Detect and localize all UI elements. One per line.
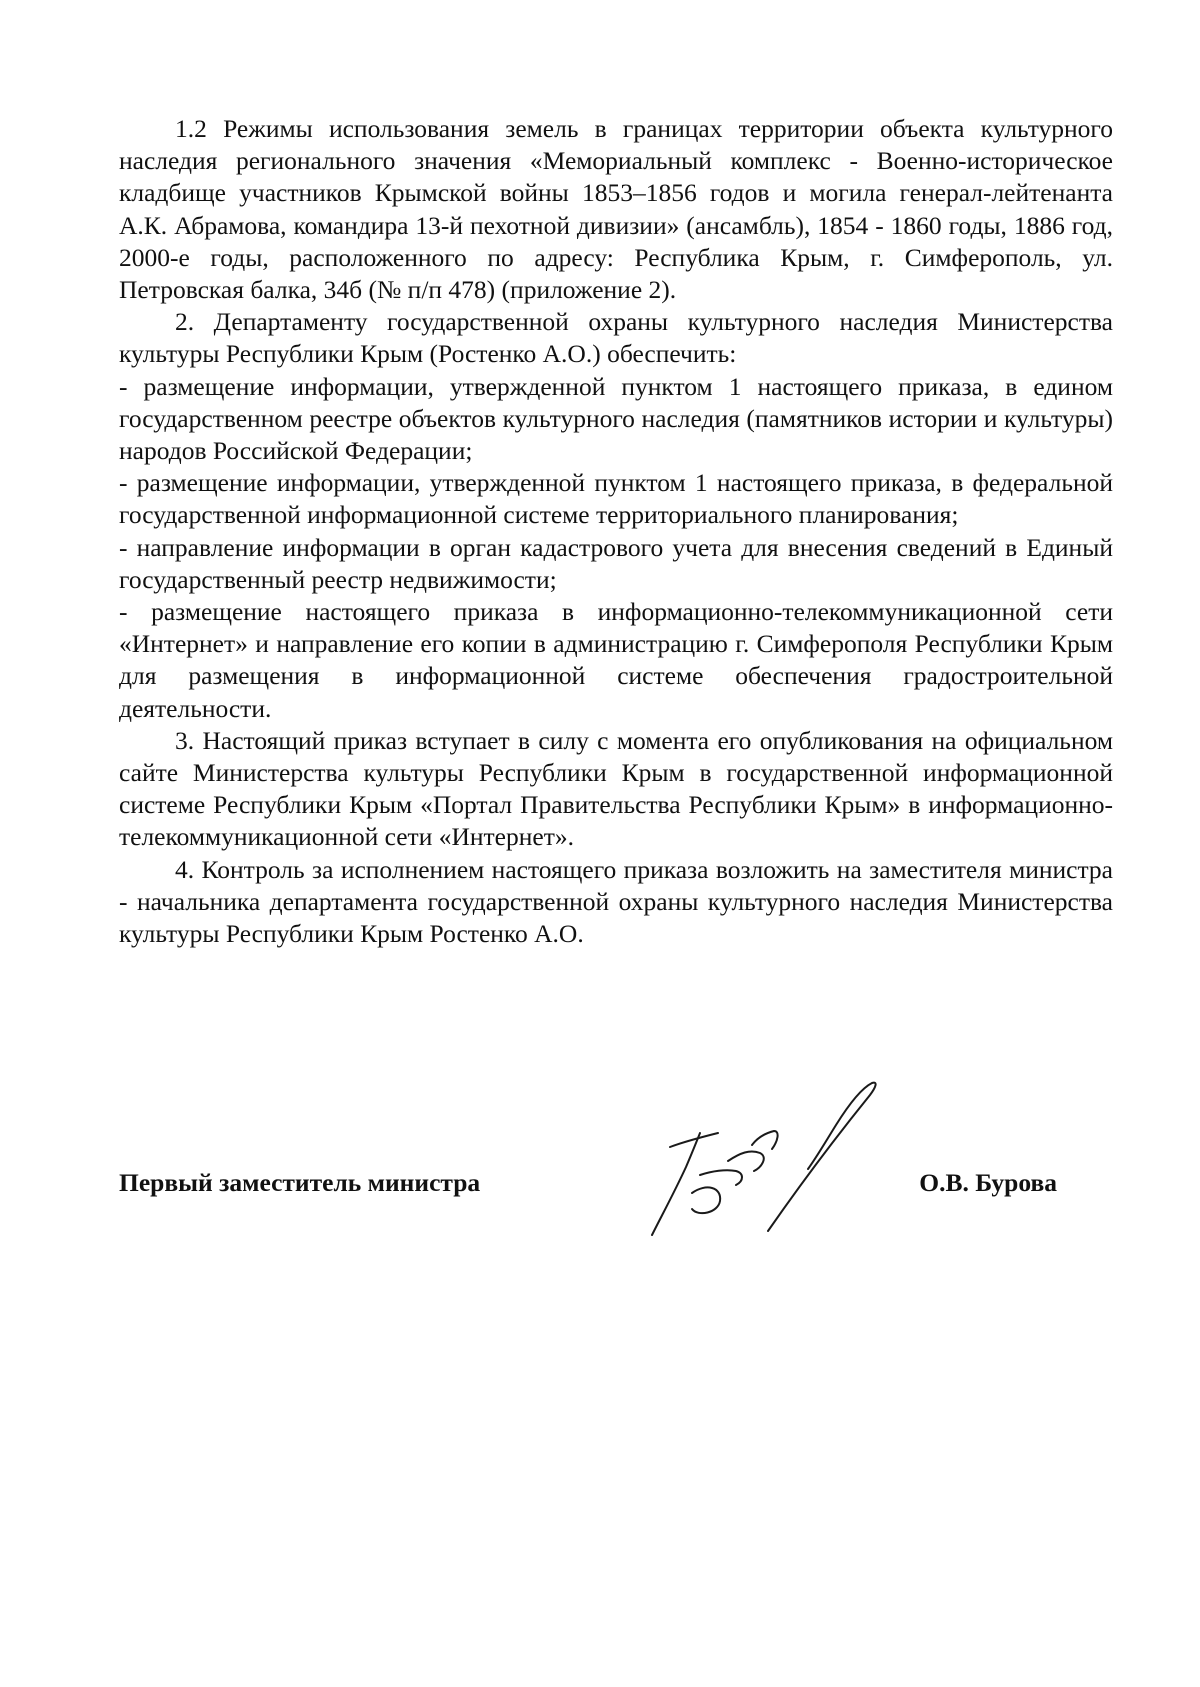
signatory-position: Первый заместитель министра — [119, 1168, 481, 1197]
list-item-cadastral-registry: - направление информации в орган кадастрового учета для внесения сведений в Единый государственный реестр недвижимости; — [119, 532, 1113, 594]
handwritten-signature — [640, 1075, 900, 1250]
paragraph-1-2-land-use-regimes: 1.2 Режимы использования земель в границах территории объекта культурного наследия регионального значения «Мемориальный комплекс - Военно-историческое кладбище участников Крымской войны 1853–1856 годов и могила генерал-лейтенанта А.К. Абрамова, командира 13-й пехотной дивизии» (ансамбль), 1854 - 1860 годы, 1886 год, 2000-е годы, расположенного по адресу: Республика Крым, г. Симферополь, ул. Петровская балка, 34б (№ п/п 478) (приложение 2). — [119, 114, 1113, 305]
list-item-internet-publication: - размещение настоящего приказа в информационно-телекоммуникационной сети «Интернет» и направление его копии в администрацию г. Симферополя Республики Крым для размещения в информационной системе обеспечения градостроительной деятельности. — [119, 597, 1113, 723]
signature-block — [119, 1168, 1113, 1208]
paragraph-4-control: 4. Контроль за исполнением настоящего приказа возложить на заместителя министра - начальника департамента государственной охраны культурного наследия Министерства культуры Республики Крым Ростенко А.О. — [119, 854, 1113, 949]
signatory-name: О.В. Бурова — [919, 1168, 1057, 1197]
document-body — [119, 113, 1113, 950]
list-item-federal-planning-system: - размещение информации, утвержденной пунктом 1 настоящего приказа, в федеральной государственной информационной системе территориального планирования; — [119, 468, 1113, 530]
list-item-unified-register: - размещение информации, утвержденной пунктом 1 настоящего приказа, в едином государственном реестре объектов культурного наследия (памятников истории и культуры) народов Российской Федерации; — [119, 371, 1113, 466]
paragraph-2-department-instruction: 2. Департаменту государственной охраны культурного наследия Министерства культуры Республики Крым (Ростенко А.О.) обеспечить: — [119, 307, 1113, 369]
paragraph-3-entry-into-force: 3. Настоящий приказ вступает в силу с момента его опубликования на официальном сайте Министерства культуры Республики Крым в государственной информационной системе Республики Крым «Портал Правительства Республики Крым» в информационно-телекоммуникационной сети «Интернет». — [119, 725, 1113, 852]
